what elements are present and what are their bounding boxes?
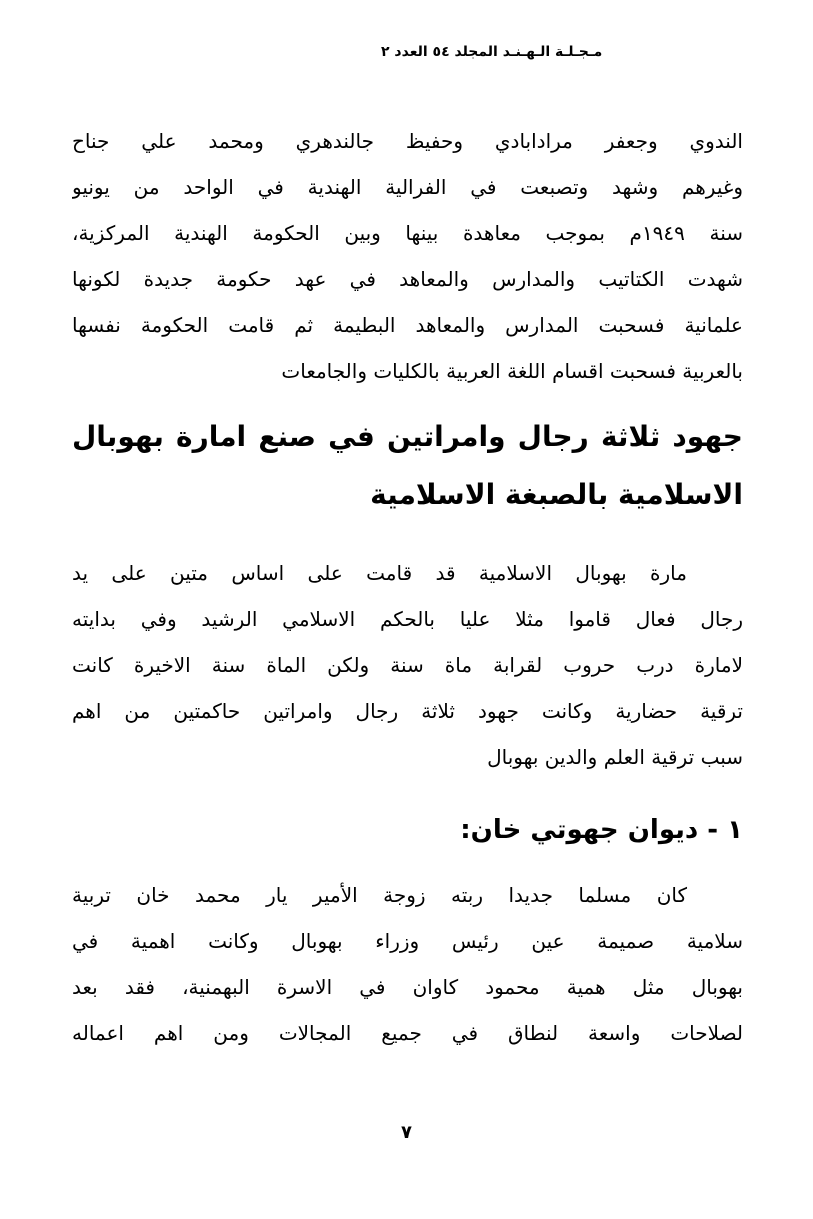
heading-line: جهود ثلاثة رجال وامراتين في صنع امارة بهوبال <box>72 420 743 453</box>
text-line: سبب ترقية العلم والدين بهوبال <box>487 745 743 769</box>
text-line: لصلاحات واسعة لنطاق في جميع المجالات ومن اهم اعماله <box>72 1021 743 1045</box>
paragraph-bhopal <box>72 550 743 780</box>
text-line: الندوي وجعفر مرادابادي وحفيظ جالندهري ومحمد علي جناح <box>72 129 743 153</box>
paragraph-diwan <box>72 872 743 1056</box>
text-line: كان مسلما جديدا ربته زوجة الأمير يار محمد خان تربية <box>72 883 687 907</box>
text-line: لامارة درب حروب لقرابة ماة سنة ولكن الماة سنة الاخيرة كانت <box>72 653 743 677</box>
text-line: بهوبال مثل همية محمود كاوان في الاسرة البهمنية، فقد بعد <box>72 975 743 999</box>
paragraph-intro <box>72 118 743 394</box>
text-line: مارة بهوبال الاسلامية قد قامت على اساس متين على يد <box>72 561 687 585</box>
text-line: رجال فعال قاموا مثلا عليا بالحكم الاسلامي الرشيد وفي بدايته <box>72 607 743 631</box>
section-heading <box>72 408 743 524</box>
text-line: سلامية صميمة عين رئيس وزراء بهوبال وكانت اهمية في <box>72 929 743 953</box>
page-number: ٧ <box>401 1122 412 1143</box>
running-header: مـجـلـة الـهـنـد المجلد ٥٤ العدد ٢ <box>381 44 603 60</box>
text-line: ترقية حضارية وكانت جهود ثلاثة رجال وامراتين حاكمتين من اهم <box>72 699 743 723</box>
text-line: علمانية فسحبت المدارس والمعاهد البطيمة ثم قامت الحكومة نفسها <box>72 313 743 337</box>
text-line: بالعربية فسحبت اقسام اللغة العربية بالكليات والجامعات <box>281 359 743 383</box>
subsection-heading: ١ - ديوان جهوتي خان: <box>460 815 743 845</box>
text-line: وغيرهم وشهد وتصبعت في الفرالية الهندية في الواحد من يونيو <box>72 175 743 199</box>
text-line: سنة ١٩٤٩م بموجب معاهدة بينها وبين الحكومة الهندية المركزية، <box>72 221 743 245</box>
text-line: شهدت الكتاتيب والمدارس والمعاهد في عهد حكومة جديدة لكونها <box>72 267 743 291</box>
heading-line: الاسلامية بالصبغة الاسلامية <box>370 478 743 511</box>
